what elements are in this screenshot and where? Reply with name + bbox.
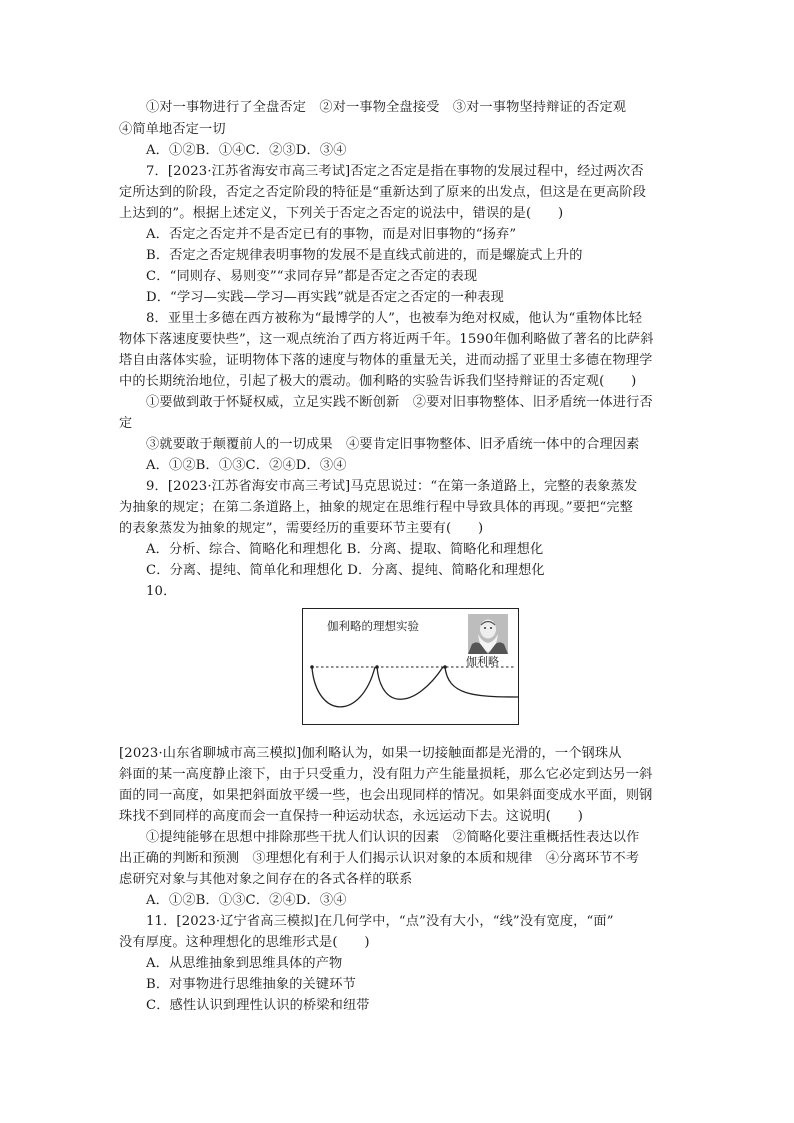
text-line: 定 (119, 416, 133, 431)
text-line: 没有厚度。这种理想化的思维形式是( ) (119, 935, 370, 950)
option-a: A．从思维抽象到思维具体的产物 (146, 956, 343, 971)
text-line: 中的长期统治地位，引起了极大的震动。伽利略的实验告诉我们坚持辩证的否定观( ) (119, 374, 637, 389)
question-7-stem: 7．[2023·江苏省海安市高三考试]否定之否定是指在事物的发展过程中，经过两次否 (146, 164, 644, 179)
answer-options: A．①②B．①③C．②④D．③④ (146, 458, 347, 473)
portrait-label: 伽利略 (466, 655, 499, 668)
option-a: A．否定之否定并不是否定已有的事物，而是对旧事物的“扬弃” (146, 227, 517, 242)
steep-ramp-curve (312, 667, 375, 707)
ball-mid (375, 665, 379, 669)
question-9-stem: 9．[2023·江苏省海安市高三考试]马克思说过：“在第一条道路上，完整的表象蒸发 (146, 479, 638, 494)
text-line: 塔自由落体实验，证明物体下落的速度与物体的重量无关，进而动摇了亚里士多德在物理学 (119, 353, 653, 368)
text-line: 面的同一高度，如果把斜面放平缓一些，也会出现同样的情况。如果斜面变成水平面，则钢 (119, 788, 653, 803)
gentle-ramp-curve (377, 667, 443, 699)
galileo-experiment-figure (302, 608, 519, 725)
option-c: C．“同则存、易则变”“求同存异”都是否定之否定的表现 (146, 269, 478, 284)
text-line: 为抽象的规定；在第二条道路上，抽象的规定在思维行程中导致具体的再现。”要把“完整 (119, 500, 634, 515)
question-10-stem: [2023·山东省聊城市高三模拟]伽利略认为，如果一切接触面都是光滑的，一个钢珠从 (119, 746, 622, 761)
ball-start (310, 665, 314, 669)
options-cd: C．分离、提纯、简单化和理想化 D．分离、提纯、简略化和理想化 (146, 563, 545, 578)
text-line: 出正确的判断和预测 ③理想化有利于人们揭示认识对象的本质和规律 ④分离环节不考 (119, 851, 640, 866)
question-8-stem: 8．亚里士多德在西方被称为“最博学的人”，也被奉为绝对权威，他认为“重物体比轻 (146, 311, 643, 326)
flat-ramp-curve (445, 667, 519, 697)
answer-options: A．①②B．①④C．②③D．③④ (146, 143, 347, 158)
option-d: D．“学习—实践—学习—再实践”就是否定之否定的一种表现 (146, 290, 504, 305)
text-line: 上达到的”。根据上述定义，下列关于否定之否定的说法中，错误的是( ) (119, 206, 564, 221)
answer-options: A．①②B．①③C．②④D．③④ (146, 893, 347, 908)
text-line: ①对一事物进行了全盘否定 ②对一事物全盘接受 ③对一事物坚持辩证的否定观 (146, 100, 627, 115)
option-b: B．否定之否定规律表明事物的发展不是直线式前进的，而是螺旋式上升的 (146, 248, 583, 263)
question-11-stem: 11．[2023·辽宁省高三模拟]在几何学中，“点”没有大小，“线”没有宽度，“面” (146, 914, 614, 929)
text-line: ③就要敢于颠覆前人的一切成果 ④要肯定旧事物整体、旧矛盾统一体中的合理因素 (146, 437, 640, 452)
option-b: B．对事物进行思维抽象的关键环节 (146, 977, 356, 992)
ball-end (443, 665, 447, 669)
options-ab: A．分析、综合、简略化和理想化 B．分离、提取、简略化和理想化 (146, 542, 544, 557)
question-10-number: 10． (146, 584, 177, 599)
text-line: 珠找不到同样的高度而会一直保持一种运动状态，永远运动下去。这说明( ) (119, 809, 584, 824)
figure-title: 伽利略的理想实验 (327, 619, 419, 633)
text-line: ①要做到敢于怀疑权威，立足实践不断创新 ②要对旧事物整体、旧矛盾统一体进行否 (146, 395, 653, 410)
option-c: C．感性认识到理性认识的桥梁和纽带 (146, 998, 370, 1013)
text-line: ①提纯能够在思想中排除那些干扰人们认识的因素 ②简略化要注重概括性表达以作 (146, 830, 640, 845)
text-line: 定所达到的阶段，否定之否定阶段的特征是“重新达到了原来的出发点，但这是在更高阶段 (119, 185, 647, 200)
text-line: 斜面的某一高度静止滚下，由于只受重力，没有阻力产生能量损耗，那么它必定到达另一斜 (119, 767, 653, 782)
text-line: 物体下落速度要快些”，这一观点统治了西方将近两千年。1590年伽利略做了著名的比萨斜 (119, 332, 654, 347)
text-line: ④简单地否定一切 (119, 122, 226, 137)
ramp-curves-diagram (303, 609, 520, 726)
text-line: 虑研究对象与其他对象之间存在的各式各样的联系 (119, 872, 413, 887)
text-line: 的表象蒸发为抽象的规定”，需要经历的重要环节主要有( ) (119, 521, 484, 536)
